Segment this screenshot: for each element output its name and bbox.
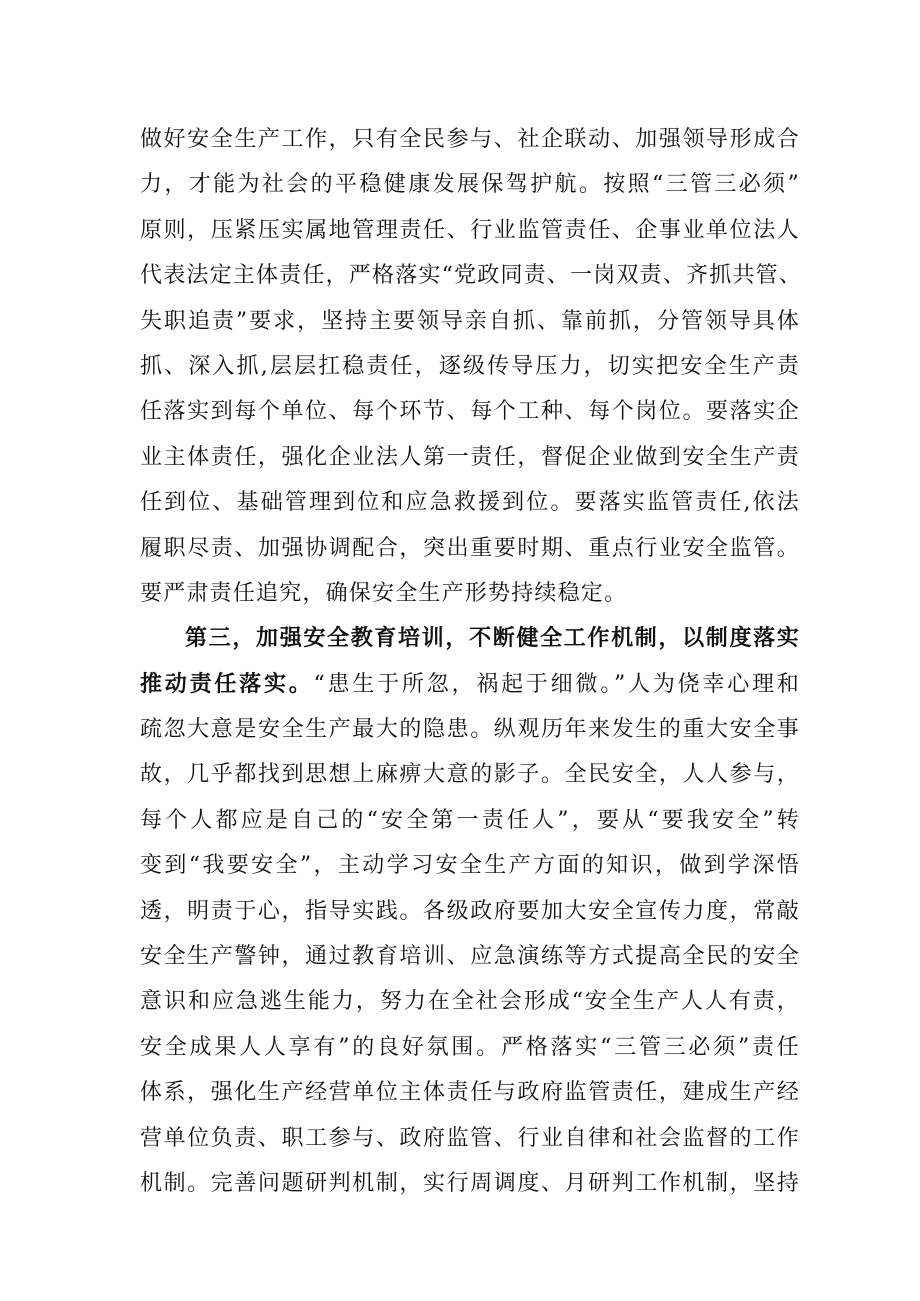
text-line: 意识和应急逃生能力，努力在全社会形成“安全生产人人有责，	[140, 989, 800, 1015]
text-line: 体系，强化生产经营单位主体责任与政府监管责任，建成生产经	[140, 1080, 800, 1106]
section-three-first-line	[140, 616, 800, 661]
text-line: 做好安全生产工作，只有全民参与、社企联动、加强领导形成合	[140, 127, 800, 152]
document-body	[140, 117, 803, 1206]
quotation-text: “患生于所忽，祸起于细微。”人为侥幸心理和	[313, 671, 800, 697]
paragraph-last-line: 要严肃责任追究，确保安全生产形势持续稳定。	[140, 580, 628, 606]
text-line: 任到位、基础管理到位和应急救援到位。要落实监管责任,依法	[140, 490, 800, 516]
text-line: 安全生产警钟，通过教育培训、应急演练等方式提高全民的安全	[140, 944, 800, 970]
text-line: 原则，压紧压实属地管理责任、行业监管责任、企事业单位法人	[140, 217, 800, 243]
text-line: 失职追责”要求，坚持主要领导亲自抓、靠前抓，分管领导具体	[140, 308, 800, 334]
text-line: 力，才能为社会的平稳健康发展保驾护航。按照“三管三必须”	[140, 172, 800, 198]
text-line: 代表法定主体责任，严格落实“党政同责、一岗双责、齐抓共管、	[140, 263, 803, 289]
text-line: 业主体责任，强化企业法人第一责任，督促企业做到安全生产责	[140, 444, 800, 470]
section-three-heading-continued: 推动责任落实。	[140, 670, 314, 697]
text-line: 每个人都应是自己的“安全第一责任人”，要从“要我安全”转	[140, 807, 800, 833]
text-line: 任落实到每个单位、每个环节、每个工种、每个岗位。要落实企	[140, 399, 800, 425]
section-three-heading: 第三，加强安全教育培训，不断健全工作机制，以制度落实	[185, 625, 800, 652]
text-line: 疏忽大意是安全生产最大的隐患。纵观历年来发生的重大安全事	[140, 717, 800, 743]
text-line: 抓、深入抓,层层扛稳责任，逐级传导压力，切实把安全生产责	[140, 353, 800, 379]
text-line: 变到“我要安全”，主动学习安全生产方面的知识，做到学深悟	[140, 853, 800, 879]
text-line: 机制。完善问题研判机制，实行周调度、月研判工作机制，坚持	[140, 1170, 800, 1196]
text-line: 安全成果人人享有”的良好氛围。严格落实“三管三必须”责任	[140, 1034, 800, 1060]
text-line: 透，明责于心，指导实践。各级政府要加大安全宣传力度，常敲	[140, 898, 800, 924]
section-three-second-line	[140, 662, 800, 707]
text-line: 营单位负责、职工参与、政府监管、行业自律和社会监督的工作	[140, 1125, 800, 1151]
text-line: 履职尽责、加强协调配合，突出重要时期、重点行业安全监管。	[140, 535, 800, 561]
text-line: 故，几乎都找到思想上麻痹大意的影子。全民安全，人人参与，	[140, 762, 800, 788]
